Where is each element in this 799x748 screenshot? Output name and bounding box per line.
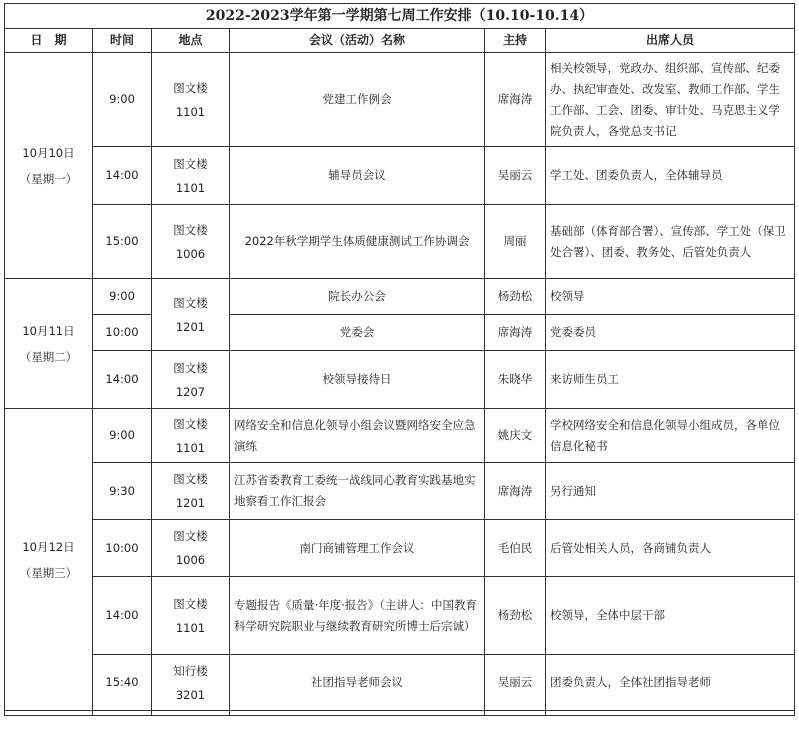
host-cell: 姚庆文 [485,409,546,463]
weekday-label: （星期二） [19,349,78,364]
host-cell: 杨劲松 [485,577,546,655]
place-room: 1201 [175,496,206,510]
place-cell [152,577,230,655]
attendees-cell: 基础部（体育部合署）、宣传部、学工处（保卫处合署）、团委、教务处、后管处负责人 [546,205,795,279]
place-room: 1201 [175,319,206,334]
place-cell [152,351,230,409]
time-cell: 9:30 [93,463,152,520]
place-cell [152,409,230,463]
attendees-cell: 另行通知 [546,463,795,520]
schedule-table [4,3,795,716]
place-building: 知行楼 [173,663,208,678]
place-cell [152,279,230,351]
attendees-cell: 校领导 [546,279,795,315]
place-cell [152,205,230,279]
table-row [5,520,795,577]
event-name-cell: 党委会 [230,315,485,351]
host-cell: 吴丽云 [485,655,546,711]
place-room: 1006 [175,553,206,567]
table-row-partial [5,711,795,716]
table-row [5,205,795,279]
table-row [5,409,795,463]
attendees-cell: 后管处相关人员，各商铺负责人 [546,520,795,577]
event-name-cell: 2022年秋学期学生体质健康测试工作协调会 [230,205,485,279]
time-cell: 10:00 [93,520,152,577]
place-cell [152,463,230,520]
time-cell: 9:00 [93,279,152,315]
table-row [5,53,795,147]
event-name-cell: 南门商铺管理工作会议 [230,520,485,577]
date-label: 10月10日 [22,145,75,160]
attendees-cell: 学工处、团委负责人，全体辅导员 [546,147,795,205]
time-cell: 14:00 [93,147,152,205]
place-cell [152,655,230,711]
date-label: 10月12日 [22,539,75,554]
host-cell: 席海涛 [485,315,546,351]
place-building: 图文楼 [173,295,208,310]
host-cell: 杨劲松 [485,279,546,315]
header-place: 地点 [152,29,230,53]
header-time: 时间 [93,29,152,53]
attendees-cell: 来访师生员工 [546,351,795,409]
place-room: 1101 [175,620,206,635]
place-cell [152,147,230,205]
place-room: 1101 [175,440,206,455]
table-row [5,147,795,205]
time-cell: 14:00 [93,577,152,655]
attendees-cell: 党委委员 [546,315,795,351]
attendees-cell: 学校网络安全和信息化领导小组成员，各单位信息化秘书 [546,409,795,463]
host-cell: 毛伯民 [485,520,546,577]
header-attendees: 出席人员 [546,29,795,53]
page-title: 2022-2023学年第一学期第七周工作安排（10.10-10.14） [5,4,795,29]
place-building: 图文楼 [173,222,208,237]
place-room: 3201 [175,687,206,702]
event-name-cell: 辅导员会议 [230,147,485,205]
table-row [5,655,795,711]
table-row [5,315,795,351]
table-row [5,279,795,315]
place-room: 1207 [175,384,206,399]
place-room: 1006 [175,246,206,261]
place-building: 图文楼 [173,360,208,375]
place-cell [152,520,230,577]
table-row [5,577,795,655]
place-building: 图文楼 [173,472,208,486]
attendees-cell: 团委负责人，全体社团指导老师 [546,655,795,711]
place-building: 图文楼 [173,596,208,611]
place-building: 图文楼 [173,156,208,171]
attendees-cell: 相关校领导，党政办、组织部、宣传部、纪委办、执纪审查处、改发室、教师工作部、学生工作部、工会、团委、审计处、马克思主义学院负责人，各党总支书记 [546,53,795,147]
header-event-name: 会议（活动）名称 [230,29,485,53]
place-room: 1101 [175,180,206,195]
date-cell [5,53,93,279]
event-name-cell: 专题报告《质量·年度·报告》（主讲人：中国教育科学研究院职业与继续教育研究所博士后宗诚） [230,577,485,655]
host-cell: 朱晓华 [485,351,546,409]
event-name-cell: 院长办公会 [230,279,485,315]
time-cell: 14:00 [93,351,152,409]
host-cell: 席海涛 [485,53,546,147]
place-room: 1101 [175,104,206,119]
place-building: 图文楼 [173,80,208,95]
event-name-cell: 社团指导老师会议 [230,655,485,711]
attendees-cell: 校领导，全体中层干部 [546,577,795,655]
header-host: 主持 [485,29,546,53]
host-cell: 吴丽云 [485,147,546,205]
weekday-label: （星期一） [19,171,78,186]
place-building: 图文楼 [173,416,208,431]
time-cell: 9:00 [93,409,152,463]
event-name-cell: 校领导接待日 [230,351,485,409]
date-label: 10月11日 [22,323,75,338]
table-row [5,463,795,520]
host-cell: 席海涛 [485,463,546,520]
place-building: 图文楼 [173,529,208,543]
event-name-cell: 网络安全和信息化领导小组会议暨网络安全应急演练 [230,409,485,463]
table-row [5,351,795,409]
place-cell [152,53,230,147]
event-name-cell: 党建工作例会 [230,53,485,147]
time-cell: 10:00 [93,315,152,351]
event-name-cell: 江苏省委教育工委统一战线同心教育实践基地实地察看工作汇报会 [230,463,485,520]
weekday-label: （星期三） [19,565,78,580]
header-date: 日 期 [5,29,93,53]
time-cell: 15:00 [93,205,152,279]
time-cell: 15:40 [93,655,152,711]
time-cell: 9:00 [93,53,152,147]
host-cell: 周丽 [485,205,546,279]
date-cell [5,279,93,409]
date-cell [5,409,93,711]
